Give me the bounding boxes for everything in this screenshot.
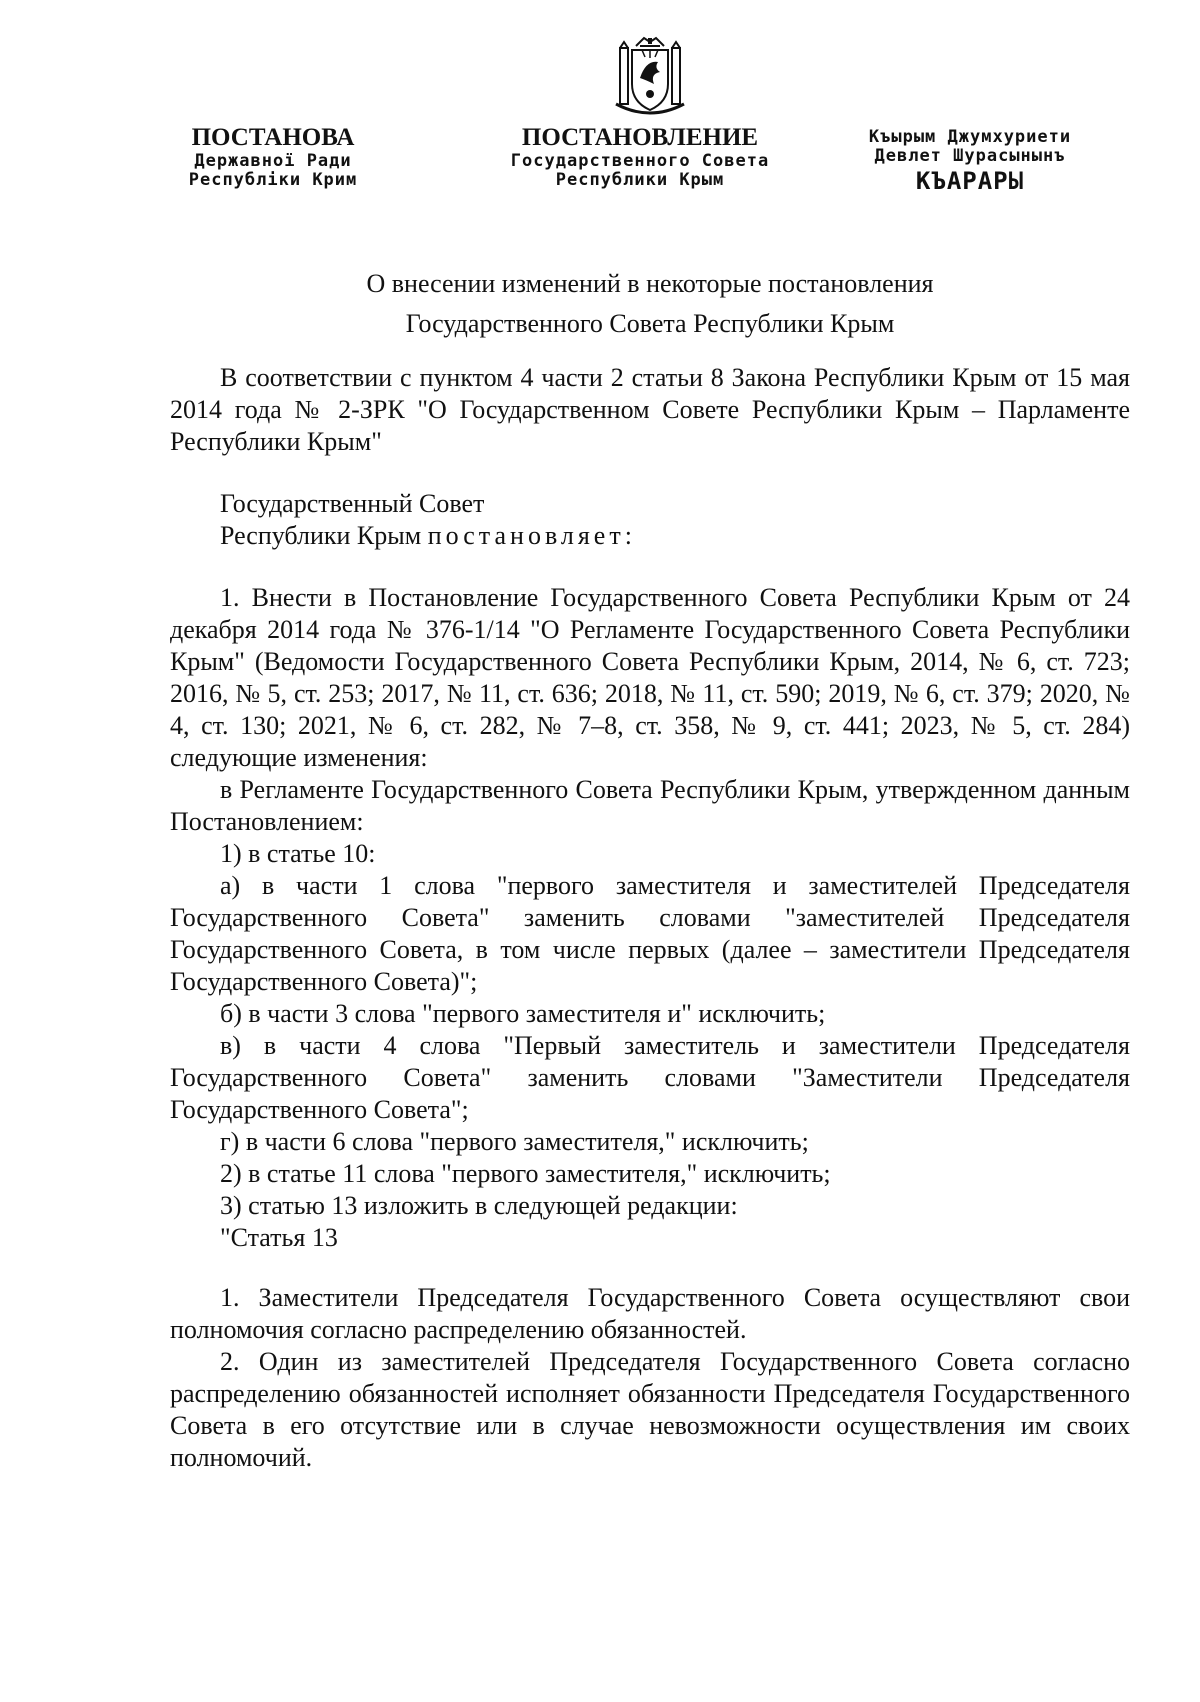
paragraph-12: 2. Один из заместителей Председателя Государственного Совета согласно распределению обязанностей исполняет обязанности Председателя Государственного Совета в его отсутствие или в случае невозможности осуществления им своих полномочий. (170, 1347, 1130, 1472)
document-body (170, 362, 1130, 1474)
header-left-title: ПОСТАНОВА (191, 124, 355, 151)
header-left-line1: Державної Ради (194, 151, 352, 171)
paragraph-9: 3) статью 13 изложить в следующей редакции: (220, 1191, 738, 1220)
paragraph-4: а) в части 1 слова "первого заместителя и заместителей Председателя Государственного Совета" заменить словами "заместителей Председателя Государственного Совета, в том числе первых (далее – заместители Председателя Государственного Совета)"; (170, 871, 1130, 996)
header-center-line1: Государственного Совета (510, 151, 770, 171)
council-line2 (170, 520, 1130, 552)
document-title-line2: Государственного Совета Республики Крым (405, 309, 895, 338)
document-title-line1: О внесении изменений в некоторые постановления (366, 269, 934, 298)
paragraph-7: г) в части 6 слова "первого заместителя," исключить; (220, 1127, 809, 1156)
article-13-heading: "Статья 13 (220, 1223, 338, 1252)
council-decrees-word: постановляет (427, 521, 625, 550)
document-title (170, 264, 1130, 344)
header-center-line2: Республики Крым (555, 170, 725, 191)
council-colon: : (624, 521, 632, 550)
paragraph-5: б) в части 3 слова "первого заместителя и" исключить; (220, 999, 826, 1028)
preamble-paragraph: В соответствии с пунктом 4 части 2 статьи 8 Закона Республики Крым от 15 мая 2014 года № 2-ЗРК "О Государственном Совете Республики Крым – Парламенте Республики Крым" (170, 363, 1130, 456)
paragraph-8: 2) в статье 11 слова "первого заместителя," исключить; (220, 1159, 831, 1188)
paragraph-11: 1. Заместители Председателя Государственного Совета осуществляют свои полномочия согласно распределению обязанностей. (170, 1283, 1130, 1344)
header-left-line2: Республіки Крим (188, 170, 358, 191)
header-left-block (168, 124, 378, 190)
header-right-line2: Девлет Шурасынынъ (874, 146, 1066, 167)
council-line2-text: Республики Крым (220, 521, 428, 550)
paragraph-6: в) в части 4 слова "Первый заместитель и заместители Председателя Государственного Совета" заменить словами "Заместители Председателя Государственного Совета"; (170, 1031, 1130, 1124)
paragraph-2: в Регламенте Государственного Совета Республики Крым, утвержденном данным Постановлением: (170, 775, 1130, 836)
header-center-title: ПОСТАНОВЛЕНИЕ (521, 124, 759, 151)
paragraph-3: 1) в статье 10: (220, 839, 376, 868)
council-line1: Государственный Совет (220, 489, 485, 518)
header-center-block (490, 124, 790, 190)
header-right-title: КЪАРАРЫ (915, 167, 1025, 196)
paragraph-1: 1. Внести в Постановление Государственного Совета Республики Крым от 24 декабря 2014 года № 376-1/14 "О Регламенте Государственного Совета Республики Крым" (Ведомости Государственного Совета Республики Крым, 2014, № 6, ст. 723; 2016, № 5, ст. 253; 2017, № 11, ст. 636; 2018, № 11, ст. 590; 2019, № 6, ст. 379; 2020, № 4, ст. 130; 2021, № 6, ст. 282, № 7–8, ст. 358, № 9, ст. 441; 2023, № 5, ст. 284) следующие изменения: (170, 583, 1130, 772)
header-right-block (840, 128, 1100, 195)
coat-of-arms-icon (610, 32, 690, 118)
header-right-line1: Къырым Джумхуриети (868, 127, 1072, 147)
